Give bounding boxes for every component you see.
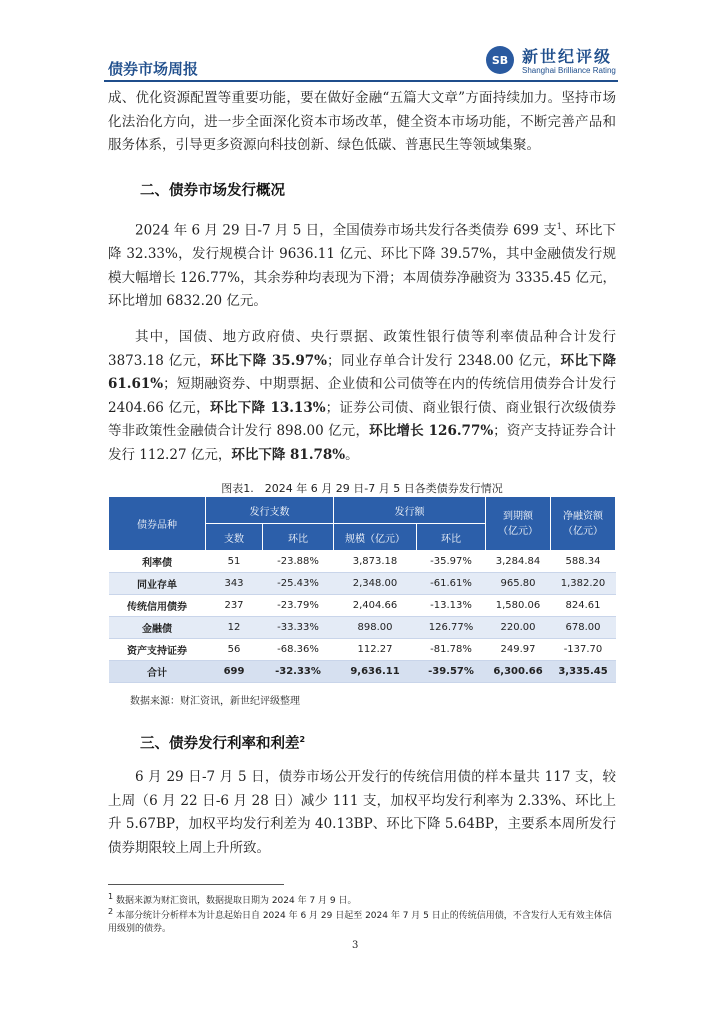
col-header-amount-group: 发行额	[334, 497, 486, 524]
brand-logo-icon: SB	[486, 46, 514, 74]
cell-net: 3,335.45	[551, 661, 616, 683]
footnote-2	[108, 905, 616, 936]
footnote-ref: 1	[556, 222, 562, 231]
cell-count-change: -25.43%	[263, 573, 334, 595]
table-caption: 图表1. 2024 年 6 月 29 日-7 月 5 日各类债券发行情况	[221, 482, 503, 495]
table-row	[109, 573, 616, 595]
cell-scale-change: 126.77%	[417, 617, 486, 639]
footnote-mark: 2	[108, 907, 114, 916]
cell-count: 51	[206, 551, 263, 573]
cell-scale-change: -81.78%	[417, 639, 486, 661]
text: 2024 年 6 月 29 日-7 月 5 日，全国债券市场共发行各类债券 699 支	[135, 222, 557, 239]
cell-count: 343	[206, 573, 263, 595]
issuance-summary-paragraph	[108, 215, 616, 314]
cell-scale-change: -39.57%	[417, 661, 486, 683]
cell-maturity: 220.00	[486, 617, 551, 639]
cell-scale: 3,873.18	[334, 551, 417, 573]
table-row	[109, 551, 616, 573]
cell-maturity: 249.97	[486, 639, 551, 661]
brand-name-en: Shanghai Brilliance Rating	[522, 66, 616, 75]
cell-name: 合计	[109, 661, 206, 683]
issuance-detail-paragraph	[108, 326, 616, 467]
text: 其中，国债、地方政府债、央行票据、政策性银行债等利率债品种合计发行 3873.18 亿元，	[108, 329, 616, 369]
footnote-text: 数据来源为财汇资讯，数据提取日期为 2024 年 7 月 9 日。	[115, 896, 357, 906]
table-row	[109, 639, 616, 661]
highlight: 环比下降 35.97%	[210, 352, 327, 369]
cell-scale-change: -61.61%	[417, 573, 486, 595]
highlight: 环比下降 81.78%	[231, 446, 346, 463]
cell-count-change: -23.88%	[263, 551, 334, 573]
footnote-text: 本部分统计分析样本为计息起始日自 2024 年 6 月 29 日起至 2024 年 7 月 5 日止的传统信用债，不含发行人无有效主体信用级别的债券。	[108, 911, 612, 934]
header-divider	[104, 80, 618, 82]
cell-net: 588.34	[551, 551, 616, 573]
cell-name: 同业存单	[109, 573, 206, 595]
col-header-maturity: 到期额 （亿元）	[486, 497, 551, 551]
table-row	[109, 617, 616, 639]
text: ；短期融资券、中期票据、企业债和公司债等在内的传统信用债券合计发行 2404.66 亿元，	[108, 376, 616, 416]
cell-net: 1,382.20	[551, 573, 616, 595]
text: 、环比下降 32.33%，发行规模合计 9636.11 亿元、环比下降 39.57%，其中金融债发行规模大幅增长 126.77%，其余券种均表现为下滑；本周债券净融资为 3335.45 亿元，环比增加 6832.20 亿元。	[108, 222, 617, 309]
cell-name: 利率债	[109, 551, 206, 573]
text: ；同业存单合计发行 2348.00 亿元，	[326, 352, 561, 369]
brand-name-cn: 新世纪评级	[522, 47, 613, 66]
section-heading-issuance: 二、债券市场发行概况	[140, 183, 285, 199]
cell-name: 金融债	[109, 617, 206, 639]
intro-paragraph: 成、优化资源配置等重要功能，要在做好金融“五篇大文章”方面持续加力。坚持市场化法治化方向，进一步全面深化资本市场改革，健全资本市场功能，不断完善产品和服务体系，引导更多资源向科技创新、绿色低碳、普惠民生等领域集聚。	[108, 90, 616, 153]
cell-count: 56	[206, 639, 263, 661]
cell-maturity: 6,300.66	[486, 661, 551, 683]
cell-scale: 9,636.11	[334, 661, 417, 683]
cell-count-change: -23.79%	[263, 595, 334, 617]
text: 。	[345, 446, 359, 463]
cell-count: 699	[206, 661, 263, 683]
cell-scale: 2,348.00	[334, 573, 417, 595]
cell-count: 237	[206, 595, 263, 617]
cell-scale: 898.00	[334, 617, 417, 639]
page-number: 3	[352, 940, 359, 951]
col-header-net: 净融资额 （亿元）	[551, 497, 616, 551]
footnote-mark: 1	[108, 892, 114, 901]
table-total-row	[109, 661, 616, 683]
text: ；证券公司债、商业银行债、商业银行次级债券等非政策性金融债合计发行 898.00 亿元，	[108, 399, 617, 439]
table-source-note: 数据来源：财汇资讯，新世纪评级整理	[130, 696, 300, 707]
cell-count-change: -33.33%	[263, 617, 334, 639]
col-header-count-group: 发行支数	[206, 497, 334, 524]
col-header-scale: 规模（亿元）	[334, 524, 417, 551]
cell-net: 678.00	[551, 617, 616, 639]
cell-count-change: -32.33%	[263, 661, 334, 683]
bond-issuance-table	[108, 496, 616, 683]
highlight: 环比下降 13.13%	[210, 399, 326, 416]
cell-count-change: -68.36%	[263, 639, 334, 661]
footnote-ref: 2	[299, 735, 306, 745]
col-header-type: 债券品种	[109, 497, 206, 551]
cell-net: -137.70	[551, 639, 616, 661]
cell-scale: 2,404.66	[334, 595, 417, 617]
cell-scale-change: -35.97%	[417, 551, 486, 573]
rates-paragraph: 6 月 29 日-7 月 5 日，债券市场公开发行的传统信用债的样本量共 117 支，较上周（6 月 22 日-6 月 28 日）减少 111 支，加权平均发行利率为 2.33%、环比上升 5.67BP，加权平均发行利差为 40.13BP、环比下降 5.64BP，主要系本周所发行债券期限较上周上升所致。	[108, 769, 616, 856]
cell-scale-change: -13.13%	[417, 595, 486, 617]
section-heading-rates	[140, 732, 305, 753]
cell-scale: 112.27	[334, 639, 417, 661]
report-title: 债券市场周报	[108, 60, 199, 78]
col-header-count-change: 环比	[263, 524, 334, 551]
heading-text: 三、债券发行利率和利差	[140, 736, 300, 752]
cell-name: 传统信用债券	[109, 595, 206, 617]
col-header-count: 支数	[206, 524, 263, 551]
cell-count: 12	[206, 617, 263, 639]
cell-maturity: 965.80	[486, 573, 551, 595]
cell-net: 824.61	[551, 595, 616, 617]
col-header-scale-change: 环比	[417, 524, 486, 551]
highlight: 环比下降 61.61%	[108, 352, 616, 392]
table-row	[109, 595, 616, 617]
cell-maturity: 3,284.84	[486, 551, 551, 573]
highlight: 环比增长 126.77%	[369, 423, 494, 439]
text: ；资产支持证券合计发行 112.27 亿元，	[108, 423, 616, 463]
cell-maturity: 1,580.06	[486, 595, 551, 617]
footnote-divider	[108, 884, 284, 885]
cell-name: 资产支持证券	[109, 639, 206, 661]
